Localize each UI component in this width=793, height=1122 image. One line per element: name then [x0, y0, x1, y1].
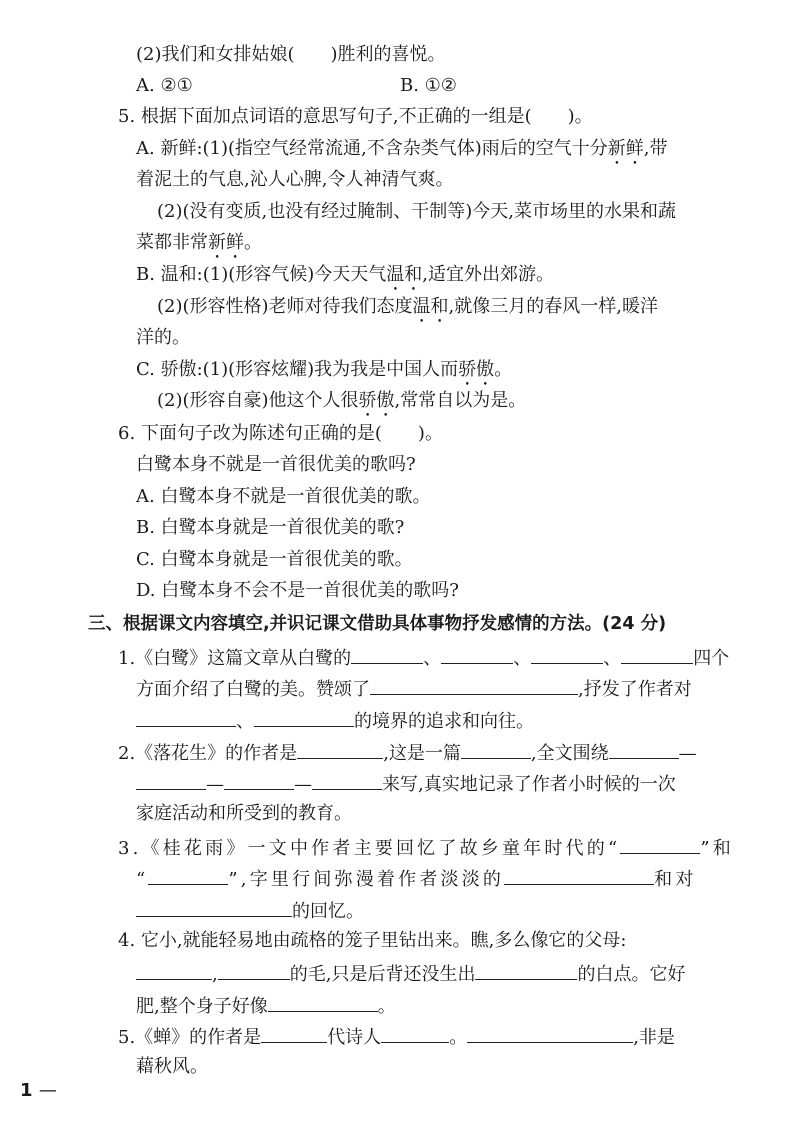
s2-blank-5[interactable] — [224, 771, 294, 790]
q5-c2-text: (2)(形容自豪)他这个人很 — [157, 390, 359, 411]
q5-c2-text-end: ,常常自以为是。 — [394, 390, 527, 411]
s3-line-1 — [118, 835, 734, 857]
q6-option-a: A. 白鹭本身不就是一首很优美的歌。 — [136, 486, 431, 507]
q5-a1-dotted-word: 新鲜 — [607, 138, 644, 159]
s1-sep-1: 、 — [423, 648, 442, 669]
s1-l2-text-b: ,抒发了作者对 — [578, 679, 692, 700]
s3-blank-4[interactable] — [136, 898, 292, 917]
q5-stem: 5. 根据下面加点词语的意思写句子,不正确的一组是( )。 — [118, 106, 593, 127]
q4-option-a: A. ②① — [136, 75, 193, 96]
q5-a1-text: A. 新鲜:(1)(指空气经常流通,不含杂类气体)雨后的空气十分 — [136, 138, 608, 159]
s2-blank-4[interactable] — [136, 771, 206, 790]
q5-b2-dotted-word: 温和 — [412, 296, 449, 317]
q5-b2-text-end: ,就像三月的春风一样,暖洋 — [448, 296, 658, 317]
q5-c1-dotted-word: 骄傲 — [458, 359, 495, 380]
s1-blank-2[interactable] — [441, 645, 513, 664]
s4-blank-4[interactable] — [268, 993, 378, 1012]
s4-l2-comma: , — [212, 964, 218, 985]
s4-line-1: 4. 它小,就能轻易地由疏格的笼子里钻出来。瞧,多么像它的父母: — [118, 930, 627, 951]
s2-dash-1: — — [678, 743, 697, 764]
s2-blank-3[interactable] — [609, 740, 679, 759]
s3-blank-3[interactable] — [504, 866, 654, 885]
s3-l2-text: ”,字里行间弥漫着作者淡淡的 — [228, 869, 505, 890]
q5-a2-text: 菜都非常 — [136, 232, 208, 253]
q5-option-b-1 — [136, 264, 554, 286]
s1-line-3 — [136, 708, 534, 730]
s4-line-2 — [136, 961, 685, 983]
s4-l2-end: 的白点。它好 — [577, 964, 686, 985]
s1-text-b: 四个 — [693, 648, 730, 669]
s1-blank-5[interactable] — [370, 676, 578, 695]
q5-option-c-1 — [136, 359, 512, 381]
s2-line-1 — [118, 740, 697, 762]
s5-blank-1[interactable] — [261, 1024, 327, 1043]
q5-a2-text-end: 。 — [244, 232, 262, 253]
q5-option-c-2 — [157, 390, 526, 412]
s1-blank-1[interactable] — [351, 645, 423, 664]
s2-text-b: ,这是一篇 — [383, 743, 461, 764]
s4-blank-3[interactable] — [475, 961, 577, 980]
s2-blank-2[interactable] — [461, 740, 531, 759]
q4-option-b: B. ①② — [400, 75, 457, 96]
s2-l2-text: 来写,真实地记录了作者小时候的一次 — [382, 774, 676, 795]
q5-b1-dotted-word: 温和 — [386, 264, 423, 285]
page-number — [20, 1080, 57, 1102]
s2-line-3: 家庭活动和所受到的教育。 — [136, 803, 352, 824]
q6-option-c: C. 白鹭本身就是一首很优美的歌。 — [136, 549, 413, 570]
s4-l2-text: 的毛,只是后背还没生出 — [289, 964, 476, 985]
q5-option-a-1-cont: 着泥土的气息,沁人心脾,令人神清气爽。 — [136, 169, 454, 190]
s5-line-1 — [118, 1024, 675, 1046]
s1-line-1 — [118, 645, 729, 667]
q5-option-a-1 — [136, 138, 668, 160]
s1-blank-7[interactable] — [254, 708, 354, 727]
q5-option-a-2-cont — [136, 232, 262, 254]
s3-line-2 — [136, 866, 697, 888]
s2-dash-3: — — [294, 774, 312, 795]
s2-blank-6[interactable] — [312, 771, 382, 790]
q5-a2-dotted-word: 新鲜 — [208, 232, 244, 253]
s3-l2-quote: “ — [136, 869, 149, 890]
s4-blank-1[interactable] — [136, 961, 212, 980]
s3-blank-2[interactable] — [148, 866, 228, 885]
s1-blank-3[interactable] — [531, 645, 603, 664]
s5-blank-2[interactable] — [381, 1024, 449, 1043]
s5-line-2: 藉秋风。 — [136, 1056, 208, 1077]
s1-blank-6[interactable] — [136, 708, 236, 727]
s1-sep-2: 、 — [513, 648, 532, 669]
s2-text-a: 2.《落花生》的作者是 — [118, 743, 298, 764]
q5-b2-text: (2)(形容性格)老师对待我们态度 — [157, 296, 413, 317]
q6-stem: 6. 下面句子改为陈述句正确的是( )。 — [118, 423, 443, 444]
s1-l3-sep: 、 — [236, 711, 254, 732]
s4-l3-text: 肥,整个身子好像 — [136, 996, 268, 1017]
q5-c1-text: C. 骄傲:(1)(形容炫耀)我为我是中国人而 — [136, 359, 459, 380]
section-3-title: 三、根据课文内容填空,并识记课文借助具体事物抒发感情的方法。(24 分) — [88, 614, 667, 634]
q5-option-a-2: (2)(没有变质,也没有经过腌制、干制等)今天,菜市场里的水果和蔬 — [157, 201, 676, 222]
s1-line-2 — [136, 676, 692, 698]
q5-b1-text-end: ,适宜外出郊游。 — [422, 264, 555, 285]
q6-sentence: 白鹭本身不就是一首很优美的歌吗? — [136, 454, 416, 475]
s2-dash-2: — — [206, 774, 224, 795]
s3-l2-end: 和对 — [654, 869, 697, 890]
s1-l2-text-a: 方面介绍了白鹭的美。赞颂了 — [136, 679, 370, 700]
q6-option-b: B. 白鹭本身就是一首很优美的歌? — [136, 517, 405, 538]
s1-text-a: 1.《白鹭》这篇文章从白鹭的 — [118, 648, 352, 669]
s2-blank-1[interactable] — [297, 740, 383, 759]
page-number-value: 1 — [20, 1080, 33, 1101]
s5-text-c: 。 — [449, 1027, 468, 1048]
s1-blank-4[interactable] — [621, 645, 693, 664]
q6-option-d: D. 白鹭本身不会不是一首很优美的歌吗? — [136, 580, 459, 601]
s3-line-3 — [136, 898, 364, 920]
s3-text-b: ”和 — [700, 838, 734, 859]
s1-sep-3: 、 — [603, 648, 622, 669]
s2-text-c: ,全文围绕 — [530, 743, 609, 764]
s5-text-d: ,非是 — [633, 1027, 675, 1048]
s3-text-a: 3.《桂花雨》一文中作者主要回忆了故乡童年时代的“ — [118, 838, 621, 859]
s5-text-a: 5.《蝉》的作者是 — [118, 1027, 262, 1048]
s5-text-b: 代诗人 — [327, 1027, 382, 1048]
s4-l3-end: 。 — [377, 996, 396, 1017]
q5-c1-text-end: 。 — [494, 359, 513, 380]
q4-item-2: (2)我们和女排姑娘( )胜利的喜悦。 — [136, 44, 446, 65]
q5-b1-text: B. 温和:(1)(形容气候)今天天气 — [136, 264, 387, 285]
q5-c2-dotted-word: 骄傲 — [358, 390, 395, 411]
s3-l3-text: 的回忆。 — [292, 901, 364, 922]
s3-blank-1[interactable] — [620, 835, 700, 854]
q5-a1-text-end: ,带 — [643, 138, 668, 159]
page-number-dash: — — [38, 1080, 57, 1101]
s2-line-2 — [136, 771, 676, 793]
s4-line-3 — [136, 993, 396, 1015]
s4-blank-2[interactable] — [218, 961, 290, 980]
s5-blank-3[interactable] — [467, 1024, 633, 1043]
q5-option-b-2 — [157, 296, 658, 318]
s1-l3-text: 的境界的追求和向往。 — [354, 711, 534, 732]
q5-option-b-2-cont: 洋的。 — [136, 327, 190, 348]
